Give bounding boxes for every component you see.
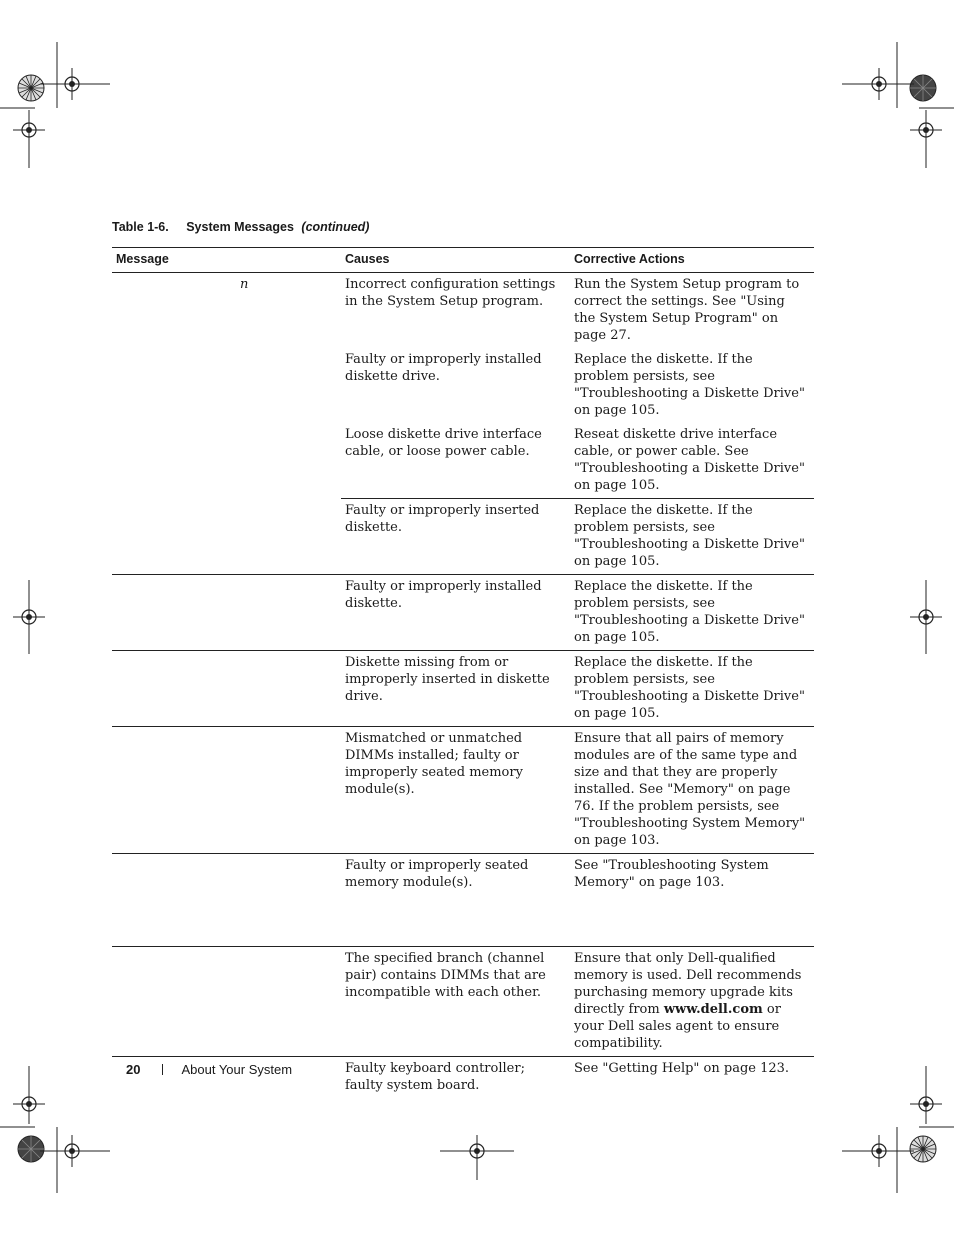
action-cell: See "Troubleshooting System Memory" on page 103. <box>570 854 814 947</box>
message-cell <box>112 575 341 651</box>
dell-website-link[interactable]: www.dell.com <box>663 1002 763 1017</box>
cause-cell: The specified branch (channel pair) contains DIMMs that are incompatible with each other. <box>341 947 570 1057</box>
table-row <box>112 651 814 727</box>
cause-cell: Incorrect configuration settings in the System Setup program. <box>345 277 556 309</box>
message-cell <box>112 651 341 727</box>
cause-cell: Faulty or improperly seated memory module(s). <box>341 854 570 947</box>
action-cell: See "Getting Help" on page 123. <box>574 1061 790 1076</box>
cause-cell: Faulty or improperly inserted diskette. <box>341 499 570 575</box>
table-caption <box>112 220 369 234</box>
system-messages-table <box>112 247 814 1101</box>
cause-cell: Faulty or improperly installed diskette drive. <box>345 352 542 384</box>
page-number: 20 <box>126 1062 141 1077</box>
table-row <box>112 575 814 651</box>
action-cell: Replace the diskette. If the problem persists, see "Troubleshooting a Diskette Drive" on page 105. <box>574 352 805 418</box>
action-cell: Run the System Setup program to correct the settings. See "Using the System Setup Program" on page 27. <box>574 277 800 343</box>
message-cell <box>112 499 341 575</box>
message-cell <box>112 727 341 854</box>
table-title: System Messages <box>186 220 294 234</box>
message-cell <box>112 854 341 947</box>
footer-separator <box>162 1064 163 1075</box>
table-row <box>112 273 814 349</box>
action-cell: Ensure that all pairs of memory modules are of the same type and size and that they are properly installed. See "Memory" on page 76. If the problem persists, see "Troubleshooting System Memory" on page 103. <box>570 727 814 854</box>
table-row <box>112 727 814 854</box>
action-cell <box>570 947 814 1057</box>
header-corrective-actions: Corrective Actions <box>570 248 814 273</box>
table-number: Table 1-6. <box>112 220 169 234</box>
action-cell: Replace the diskette. If the problem persists, see "Troubleshooting a Diskette Drive" on page 105. <box>570 651 814 727</box>
cause-cell: Diskette missing from or improperly inserted in diskette drive. <box>341 651 570 727</box>
table-header-row <box>112 248 814 273</box>
cause-cell: Mismatched or unmatched DIMMs installed; faulty or improperly seated memory module(s). <box>341 727 570 854</box>
table-row <box>112 947 814 1057</box>
action-text-pre: Ensure that only Dell-qualified memory is used. Dell recommends purchasing memory upgrade kits directly from <box>574 951 802 1017</box>
action-cell: Replace the diskette. If the problem persists, see "Troubleshooting a Diskette Drive" on page 105. <box>570 499 814 575</box>
table-row <box>112 854 814 947</box>
cause-cell: Loose diskette drive interface cable, or loose power cable. <box>341 423 570 499</box>
cause-cell: Faulty or improperly installed diskette. <box>341 575 570 651</box>
message-cell <box>112 947 341 1057</box>
action-cell: Reseat diskette drive interface cable, or power cable. See "Troubleshooting a Diskette Drive" on page 105. <box>570 423 814 499</box>
page-footer <box>126 1062 292 1077</box>
action-text-post: or your Dell sales agent to ensure compatibility. <box>574 1002 781 1051</box>
header-message: Message <box>112 248 341 273</box>
table-row <box>112 499 814 575</box>
table-continued: (continued) <box>301 220 370 234</box>
message-glyph: n <box>240 277 249 292</box>
footer-section-title: About Your System <box>181 1062 293 1077</box>
header-causes: Causes <box>341 248 570 273</box>
action-cell: Replace the diskette. If the problem persists, see "Troubleshooting a Diskette Drive" on page 105. <box>570 575 814 651</box>
cause-cell: Faulty keyboard controller; faulty system board. <box>345 1061 525 1093</box>
message-cell <box>112 273 341 499</box>
